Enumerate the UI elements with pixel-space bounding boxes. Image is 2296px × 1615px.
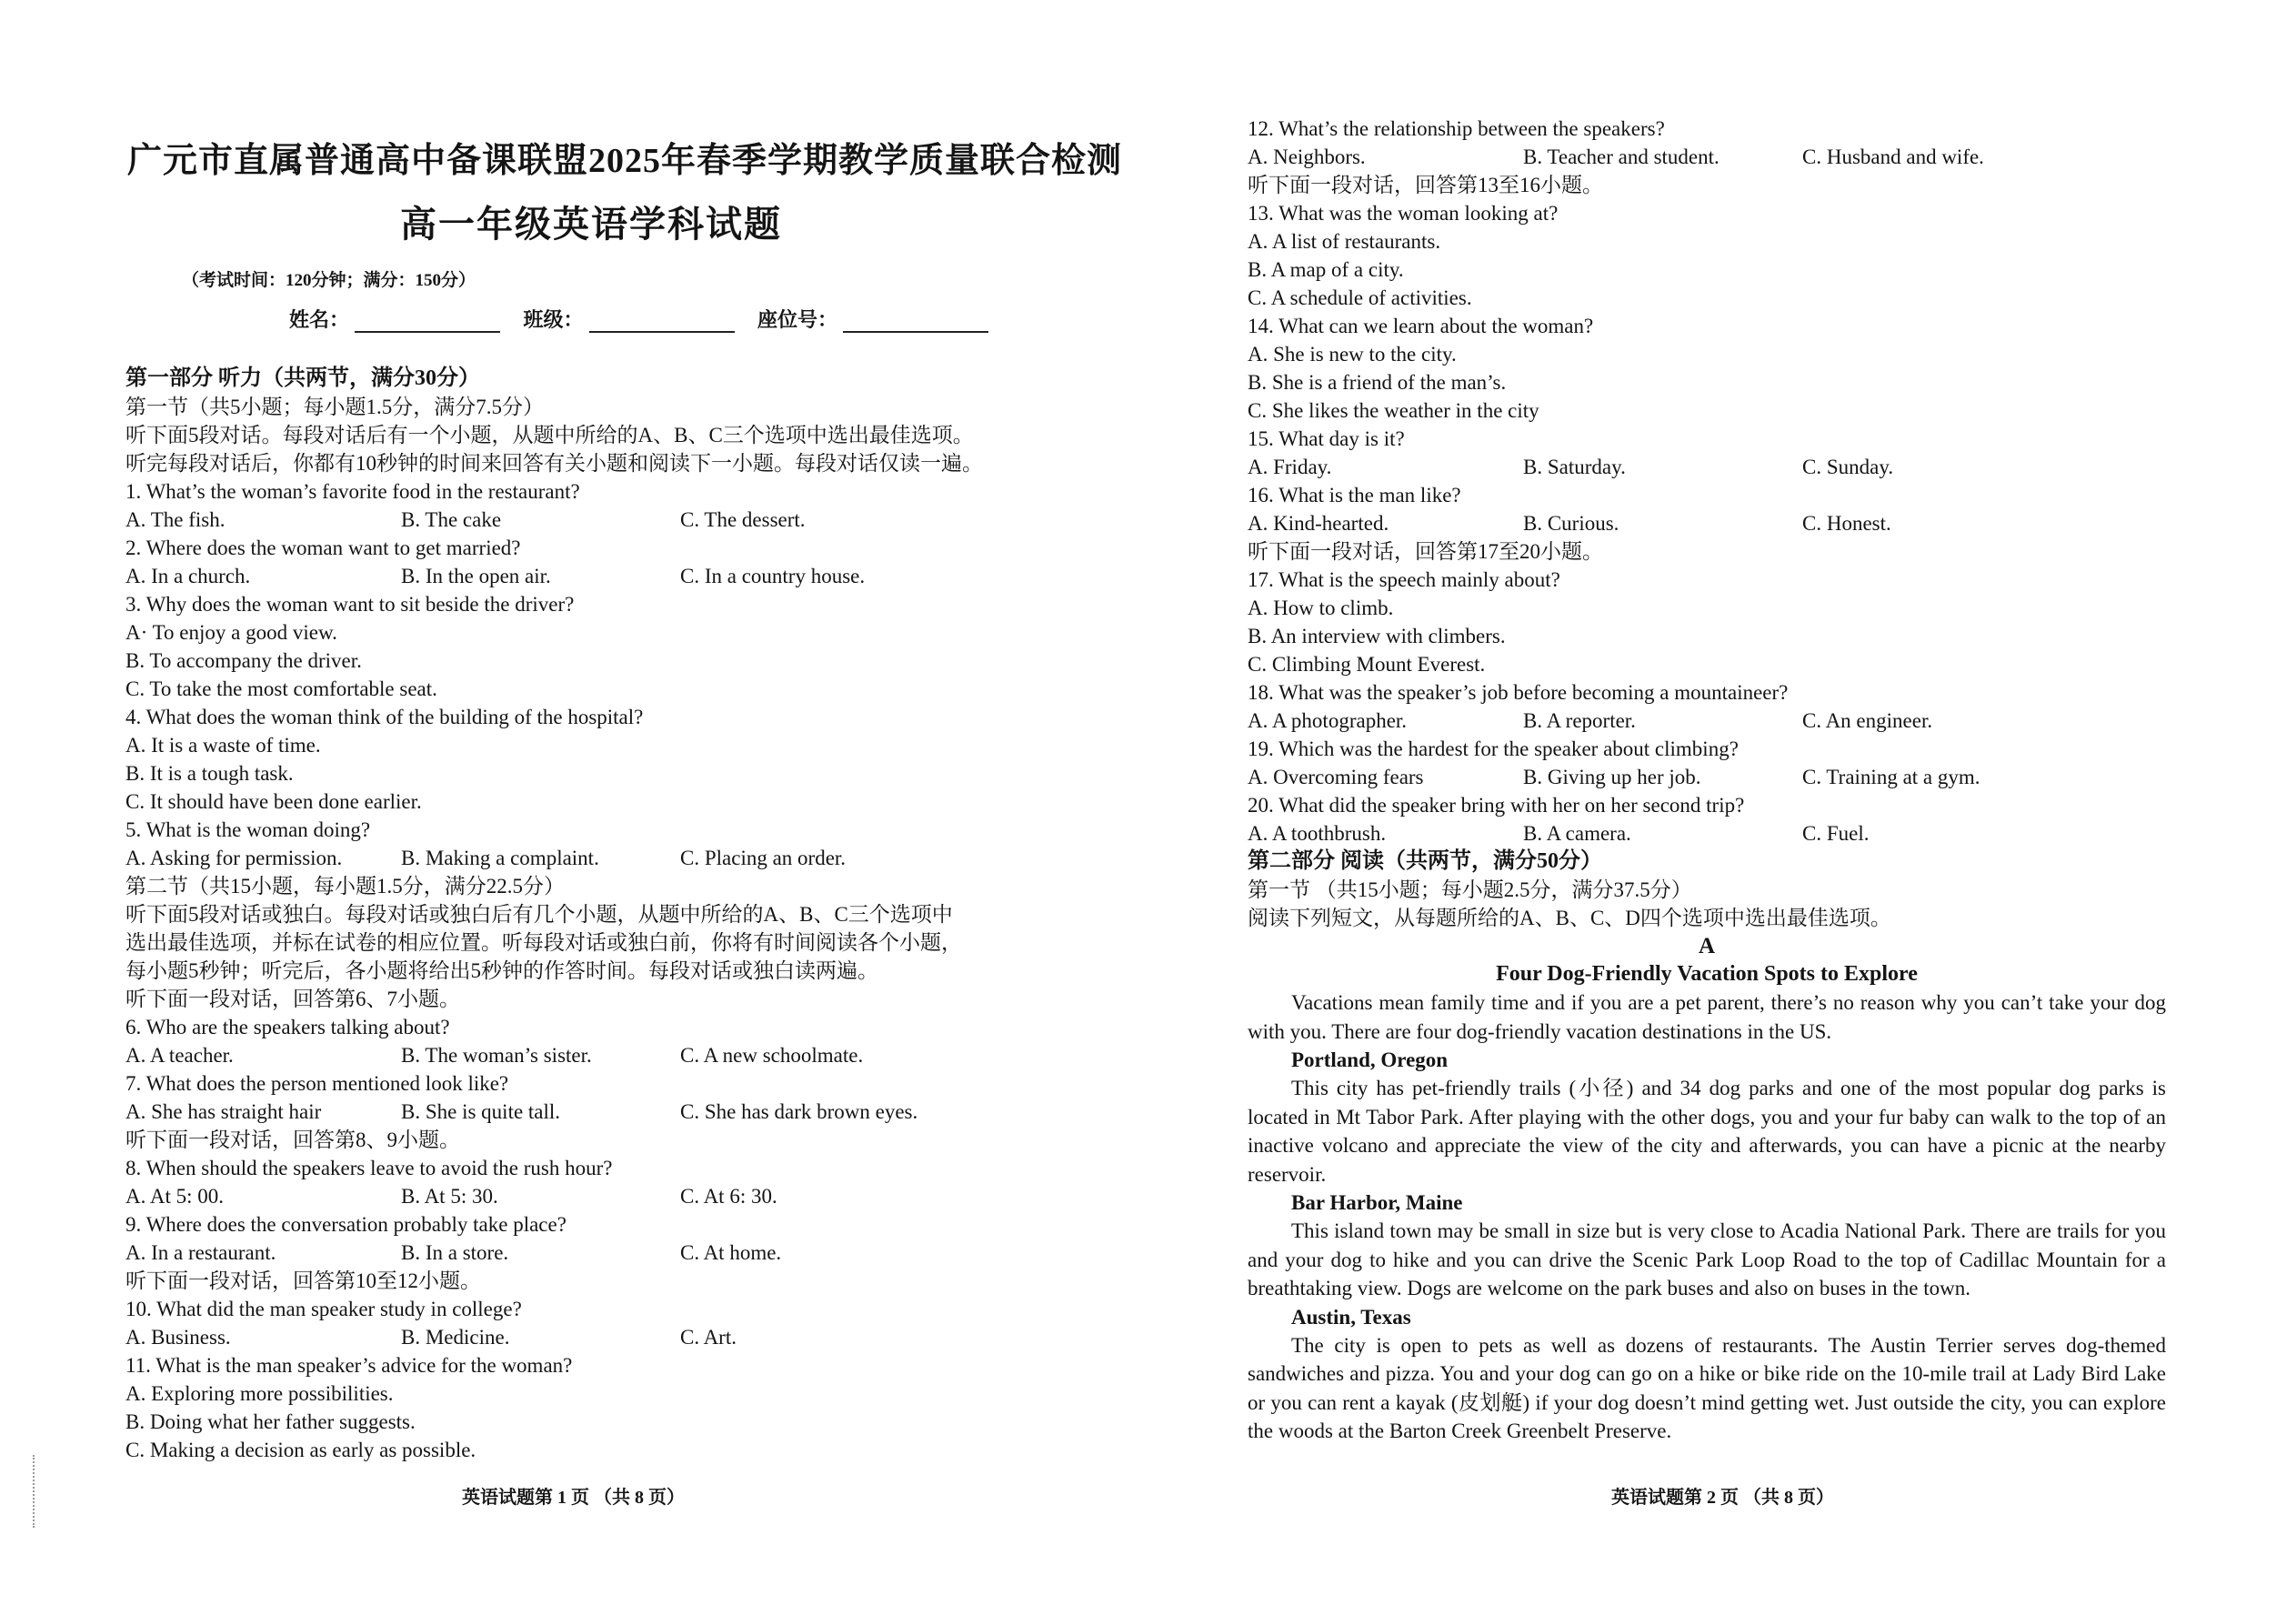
line-text: C. It should have been done earlier. xyxy=(125,790,422,813)
line-text: 第二节（共15小题，每小题1.5分，满分22.5分） xyxy=(125,875,565,898)
article-paragraph: Vacations mean family time and if you are a pet parent, there’s no reason why you can’t take your dog with you. There are four dog-friendly vacation destinations in the US. xyxy=(1248,991,2166,1043)
answer-options xyxy=(125,844,1035,872)
line-text: 听下面5段对话或独白。每段对话或独白后有几个小题，从题中所给的A、B、C三个选项中 xyxy=(125,903,953,926)
question-line xyxy=(1248,227,2166,256)
line-text: B. A map of a city. xyxy=(1248,258,1404,281)
option-c: C. Sunday. xyxy=(1802,456,1894,478)
instruction-line xyxy=(125,985,1035,1013)
line-text: A. How to climb. xyxy=(1248,597,1394,619)
question-line xyxy=(125,816,1035,844)
class-label: 班级： xyxy=(523,308,584,331)
option-b: B. A camera. xyxy=(1523,822,1631,845)
line-text: 11. What is the man speaker’s advice for the woman? xyxy=(125,1354,573,1377)
instruction-line xyxy=(1248,904,2166,932)
option-b: B. Curious. xyxy=(1523,512,1619,535)
question-line xyxy=(125,590,1035,618)
question-line xyxy=(1248,199,2166,227)
question-line xyxy=(1248,481,2166,509)
option-c: C. The dessert. xyxy=(680,508,806,531)
option-c: C. Placing an order. xyxy=(680,847,847,869)
answer-options xyxy=(125,1041,1035,1069)
option-a: A. Neighbors. xyxy=(1248,145,1366,168)
line-text: A. It is a waste of time. xyxy=(125,734,321,757)
question-line xyxy=(1248,340,2166,368)
option-a: A. She has straight hair xyxy=(125,1100,322,1123)
line-text: 听下面一段对话，回答第17至20小题。 xyxy=(1248,540,1603,563)
question-line xyxy=(1248,650,2166,678)
question-line xyxy=(1248,284,2166,312)
line-text: 选出最佳选项，并标在试卷的相应位置。听每段对话或独白前，你将有时间阅读各个小题， xyxy=(125,931,962,954)
line-text: A. A list of restaurants. xyxy=(1248,230,1441,253)
line-text: 3. Why does the woman want to sit beside the driver? xyxy=(125,593,575,616)
line-text: 第二部分 阅读（共两节，满分50分） xyxy=(1248,849,1602,873)
line-text: 听下面一段对话，回答第8、9小题。 xyxy=(125,1128,460,1151)
option-b: B. Teacher and student. xyxy=(1523,145,1719,168)
article-paragraph: The city is open to pets as well as dozens of restaurants. The Austin Terrier serves dog-themed sandwiches and pizza. You and your dog can go on a hike or bike ride on the 10-mile trail at Lady Bird Lake or you can rent a kayak (皮划艇) if your dog doesn’t mind getting wet. Just outside the city, you can explore the woods at the Barton Creek Greenbelt Preserve. xyxy=(1248,1333,2166,1442)
question-line xyxy=(1248,256,2166,284)
instruction-line xyxy=(125,449,1035,477)
line-text: A· To enjoy a good view. xyxy=(125,621,337,644)
option-a: A. Asking for permission. xyxy=(125,847,343,869)
line-text: 16. What is the man like? xyxy=(1248,484,1461,507)
page-footer: 英语试题第 1 页 （共 8 页） xyxy=(462,1488,685,1508)
seat-label: 座位号： xyxy=(757,308,838,331)
answer-options xyxy=(125,1239,1035,1267)
line-text: B. An interview with climbers. xyxy=(1248,625,1506,647)
destination-heading: Austin, Texas xyxy=(1291,1305,1411,1329)
student-info-fields xyxy=(289,305,1007,333)
instruction-line xyxy=(125,1126,1035,1154)
answer-options xyxy=(125,1182,1035,1210)
answer-options xyxy=(1248,763,2166,791)
line-text: B. She is a friend of the man’s. xyxy=(1248,371,1507,394)
answer-options xyxy=(125,1323,1035,1351)
page-footer: 英语试题第 2 页 （共 8 页） xyxy=(1611,1488,1834,1508)
line-text: 听下面一段对话，回答第10至12小题。 xyxy=(125,1269,481,1292)
line-text: C. A schedule of activities. xyxy=(1248,286,1472,309)
line-text: 19. Which was the hardest for the speaker about climbing? xyxy=(1248,737,1739,760)
line-text: 7. What does the person mentioned look like? xyxy=(125,1072,509,1095)
option-b: B. Saturday. xyxy=(1523,456,1626,478)
option-b: B. Medicine. xyxy=(401,1326,510,1349)
question-line xyxy=(125,1295,1035,1323)
option-c: C. Art. xyxy=(680,1326,737,1349)
option-c: C. Training at a gym. xyxy=(1802,766,1980,788)
line-text: A. Exploring more possibilities. xyxy=(125,1382,394,1405)
answer-options xyxy=(1248,509,2166,537)
option-a: A. In a church. xyxy=(125,565,251,587)
option-c: C. Fuel. xyxy=(1802,822,1870,845)
exam-subtitle: 高一年级英语学科试题 xyxy=(400,204,782,245)
option-c: C. A new schoolmate. xyxy=(680,1044,864,1067)
scan-edge-mark xyxy=(33,1455,37,1528)
class-blank[interactable] xyxy=(589,313,735,333)
line-text: A. She is new to the city. xyxy=(1248,343,1457,366)
line-text: 1. What’s the woman’s favorite food in the restaurant? xyxy=(125,480,580,503)
instruction-line xyxy=(125,421,1035,449)
question-line xyxy=(1248,368,2166,396)
instruction-line xyxy=(1248,171,2166,199)
option-a: A. The fish. xyxy=(125,508,226,531)
option-b: B. The woman’s sister. xyxy=(401,1044,592,1067)
question-line xyxy=(1248,115,2166,143)
line-text: 15. What day is it? xyxy=(1248,427,1405,450)
instruction-line xyxy=(125,872,1035,900)
line-text: 每小题5秒钟；听完后，各小题将给出5秒钟的作答时间。每段对话或独白读两遍。 xyxy=(125,959,878,982)
listening-section xyxy=(125,365,1035,1464)
answer-options xyxy=(125,1098,1035,1126)
instruction-line xyxy=(125,957,1035,985)
option-c: C. At home. xyxy=(680,1241,782,1264)
question-line xyxy=(125,1436,1035,1464)
option-b: B. Making a complaint. xyxy=(401,847,599,869)
option-b: B. The cake xyxy=(401,508,502,531)
line-text: B. It is a tough task. xyxy=(125,762,294,785)
line-text: 18. What was the speaker’s job before becoming a mountaineer? xyxy=(1248,681,1789,704)
line-text: 第一节（共5小题；每小题1.5分，满分7.5分） xyxy=(125,396,544,418)
question-line xyxy=(125,759,1035,787)
instruction-line xyxy=(1248,876,2166,904)
instruction-line xyxy=(1248,537,2166,566)
question-line xyxy=(1248,594,2166,622)
option-a: A. A teacher. xyxy=(125,1044,234,1067)
name-blank[interactable] xyxy=(355,313,500,333)
option-a: A. Friday. xyxy=(1248,456,1332,478)
question-line xyxy=(1248,312,2166,340)
line-text: 阅读下列短文，从每题所给的A、B、C、D四个选项中选出最佳选项。 xyxy=(1248,907,1891,929)
answer-options xyxy=(1248,707,2166,735)
option-c: C. An engineer. xyxy=(1802,709,1933,732)
question-line xyxy=(1248,396,2166,425)
answer-options xyxy=(1248,819,2166,848)
line-text: B. Doing what her father suggests. xyxy=(125,1410,416,1433)
line-text: 听下面5段对话。每段对话后有一个小题，从题中所给的A、B、C三个选项中选出最佳选项。 xyxy=(125,424,974,446)
exam-page-2 xyxy=(1148,0,2296,1615)
question-line xyxy=(125,787,1035,816)
line-text: 听完每段对话后，你都有10秒钟的时间来回答有关小题和阅读下一小题。每段对话仅读一遍。 xyxy=(125,452,983,475)
line-text: B. To accompany the driver. xyxy=(125,649,362,672)
option-b: B. She is quite tall. xyxy=(401,1100,561,1123)
exam-title: 广元市直属普通高中备课联盟2025年春季学期教学质量联合检测 xyxy=(127,142,1123,180)
question-line xyxy=(125,731,1035,759)
line-text: 6. Who are the speakers talking about? xyxy=(125,1016,450,1038)
option-b: B. At 5: 30. xyxy=(401,1185,498,1208)
answer-options xyxy=(1248,143,2166,171)
line-text: 12. What’s the relationship between the speakers? xyxy=(1248,117,1665,140)
question-line xyxy=(125,647,1035,675)
instruction-line xyxy=(125,900,1035,928)
option-a: A. Kind-hearted. xyxy=(1248,512,1389,535)
question-line xyxy=(125,675,1035,703)
question-line xyxy=(125,477,1035,506)
part-heading xyxy=(125,365,1035,393)
name-label: 姓名： xyxy=(289,308,350,331)
line-text: 17. What is the speech mainly about? xyxy=(1248,568,1560,591)
answer-options xyxy=(125,562,1035,590)
question-line xyxy=(125,618,1035,647)
line-text: 第一部分 听力（共两节，满分30分） xyxy=(125,366,480,390)
article-paragraph: This city has pet-friendly trails (小径) and 34 dog parks and one of the most popular dog parks is located in Mt Tabor Park. After playing with the other dogs, you and your fur baby can walk to the top of an inactive volcano and appreciate the view of the city and afterwards, you can have a picnic at the nearby reservoir. xyxy=(1248,1077,2166,1186)
question-line xyxy=(125,703,1035,731)
line-text: 13. What was the woman looking at? xyxy=(1248,202,1559,225)
instruction-line xyxy=(125,1267,1035,1295)
exam-info: （考试时间：120分钟；满分：150分） xyxy=(182,271,476,290)
question-line xyxy=(125,1210,1035,1239)
instruction-line xyxy=(125,928,1035,957)
question-line xyxy=(125,1408,1035,1436)
question-line xyxy=(1248,425,2166,453)
option-c: C. She has dark brown eyes. xyxy=(680,1100,918,1123)
page2-column xyxy=(1248,115,2166,1446)
article-paragraph: This island town may be small in size but is very close to Acadia National Park. There are trails for you and your dog to hike and you can drive the Scenic Park Loop Road to the top of Cadillac Mountain for a breathtaking view. Dogs are welcome on the park buses and also on buses in the town. xyxy=(1248,1219,2166,1299)
article-title: Four Dog-Friendly Vacation Spots to Explore xyxy=(1496,962,1918,986)
option-b: B. Giving up her job. xyxy=(1523,766,1701,788)
question-line xyxy=(125,534,1035,562)
option-c: C. At 6: 30. xyxy=(680,1185,777,1208)
option-b: B. A reporter. xyxy=(1523,709,1636,732)
option-b: B. In a store. xyxy=(401,1241,509,1264)
question-line xyxy=(1248,678,2166,707)
question-line xyxy=(125,1154,1035,1182)
question-line xyxy=(1248,566,2166,594)
option-a: A. At 5: 00. xyxy=(125,1185,224,1208)
instruction-line xyxy=(125,393,1035,421)
line-text: 第一节 （共15小题；每小题2.5分，满分37.5分） xyxy=(1248,878,1692,901)
option-a: A. In a restaurant. xyxy=(125,1241,276,1264)
option-a: A. Business. xyxy=(125,1326,231,1349)
option-c: C. Honest. xyxy=(1802,512,1891,535)
question-line xyxy=(1248,622,2166,650)
destination-heading: Portland, Oregon xyxy=(1291,1048,1449,1071)
seat-blank[interactable] xyxy=(843,313,988,333)
question-line xyxy=(125,1379,1035,1408)
line-text: 8. When should the speakers leave to avoid the rush hour? xyxy=(125,1157,613,1179)
line-text: 20. What did the speaker bring with her on her second trip? xyxy=(1248,794,1745,817)
line-text: C. To take the most comfortable seat. xyxy=(125,677,437,700)
article-letter: A xyxy=(1698,934,1716,958)
answer-options xyxy=(125,506,1035,534)
option-c: C. In a country house. xyxy=(680,565,866,587)
question-line xyxy=(1248,791,2166,819)
line-text: C. Climbing Mount Everest. xyxy=(1248,653,1486,676)
question-line xyxy=(125,1013,1035,1041)
option-a: A. A photographer. xyxy=(1248,709,1408,732)
question-line xyxy=(1248,735,2166,763)
article-body xyxy=(1248,988,2166,1446)
line-text: C. Making a decision as early as possible. xyxy=(125,1439,476,1461)
line-text: 4. What does the woman think of the building of the hospital? xyxy=(125,706,644,728)
question-line xyxy=(125,1351,1035,1379)
line-text: 听下面一段对话，回答第6、7小题。 xyxy=(125,988,460,1010)
line-text: 9. Where does the conversation probably take place? xyxy=(125,1213,566,1236)
option-c: C. Husband and wife. xyxy=(1802,145,1984,168)
question-line xyxy=(125,1069,1035,1098)
line-text: 14. What can we learn about the woman? xyxy=(1248,315,1594,337)
line-text: 10. What did the man speaker study in college? xyxy=(125,1298,522,1320)
listening-questions-continued xyxy=(1248,115,2166,932)
line-text: 2. Where does the woman want to get married? xyxy=(125,537,521,559)
answer-options xyxy=(1248,453,2166,481)
line-text: 听下面一段对话，回答第13至16小题。 xyxy=(1248,174,1603,196)
option-a: A. A toothbrush. xyxy=(1248,822,1387,845)
destination-heading: Bar Harbor, Maine xyxy=(1291,1191,1463,1214)
line-text: 5. What is the woman doing? xyxy=(125,818,371,841)
option-b: B. In the open air. xyxy=(401,565,551,587)
option-a: A. Overcoming fears xyxy=(1248,766,1424,788)
part-heading xyxy=(1248,848,2166,876)
line-text: C. She likes the weather in the city xyxy=(1248,399,1539,422)
